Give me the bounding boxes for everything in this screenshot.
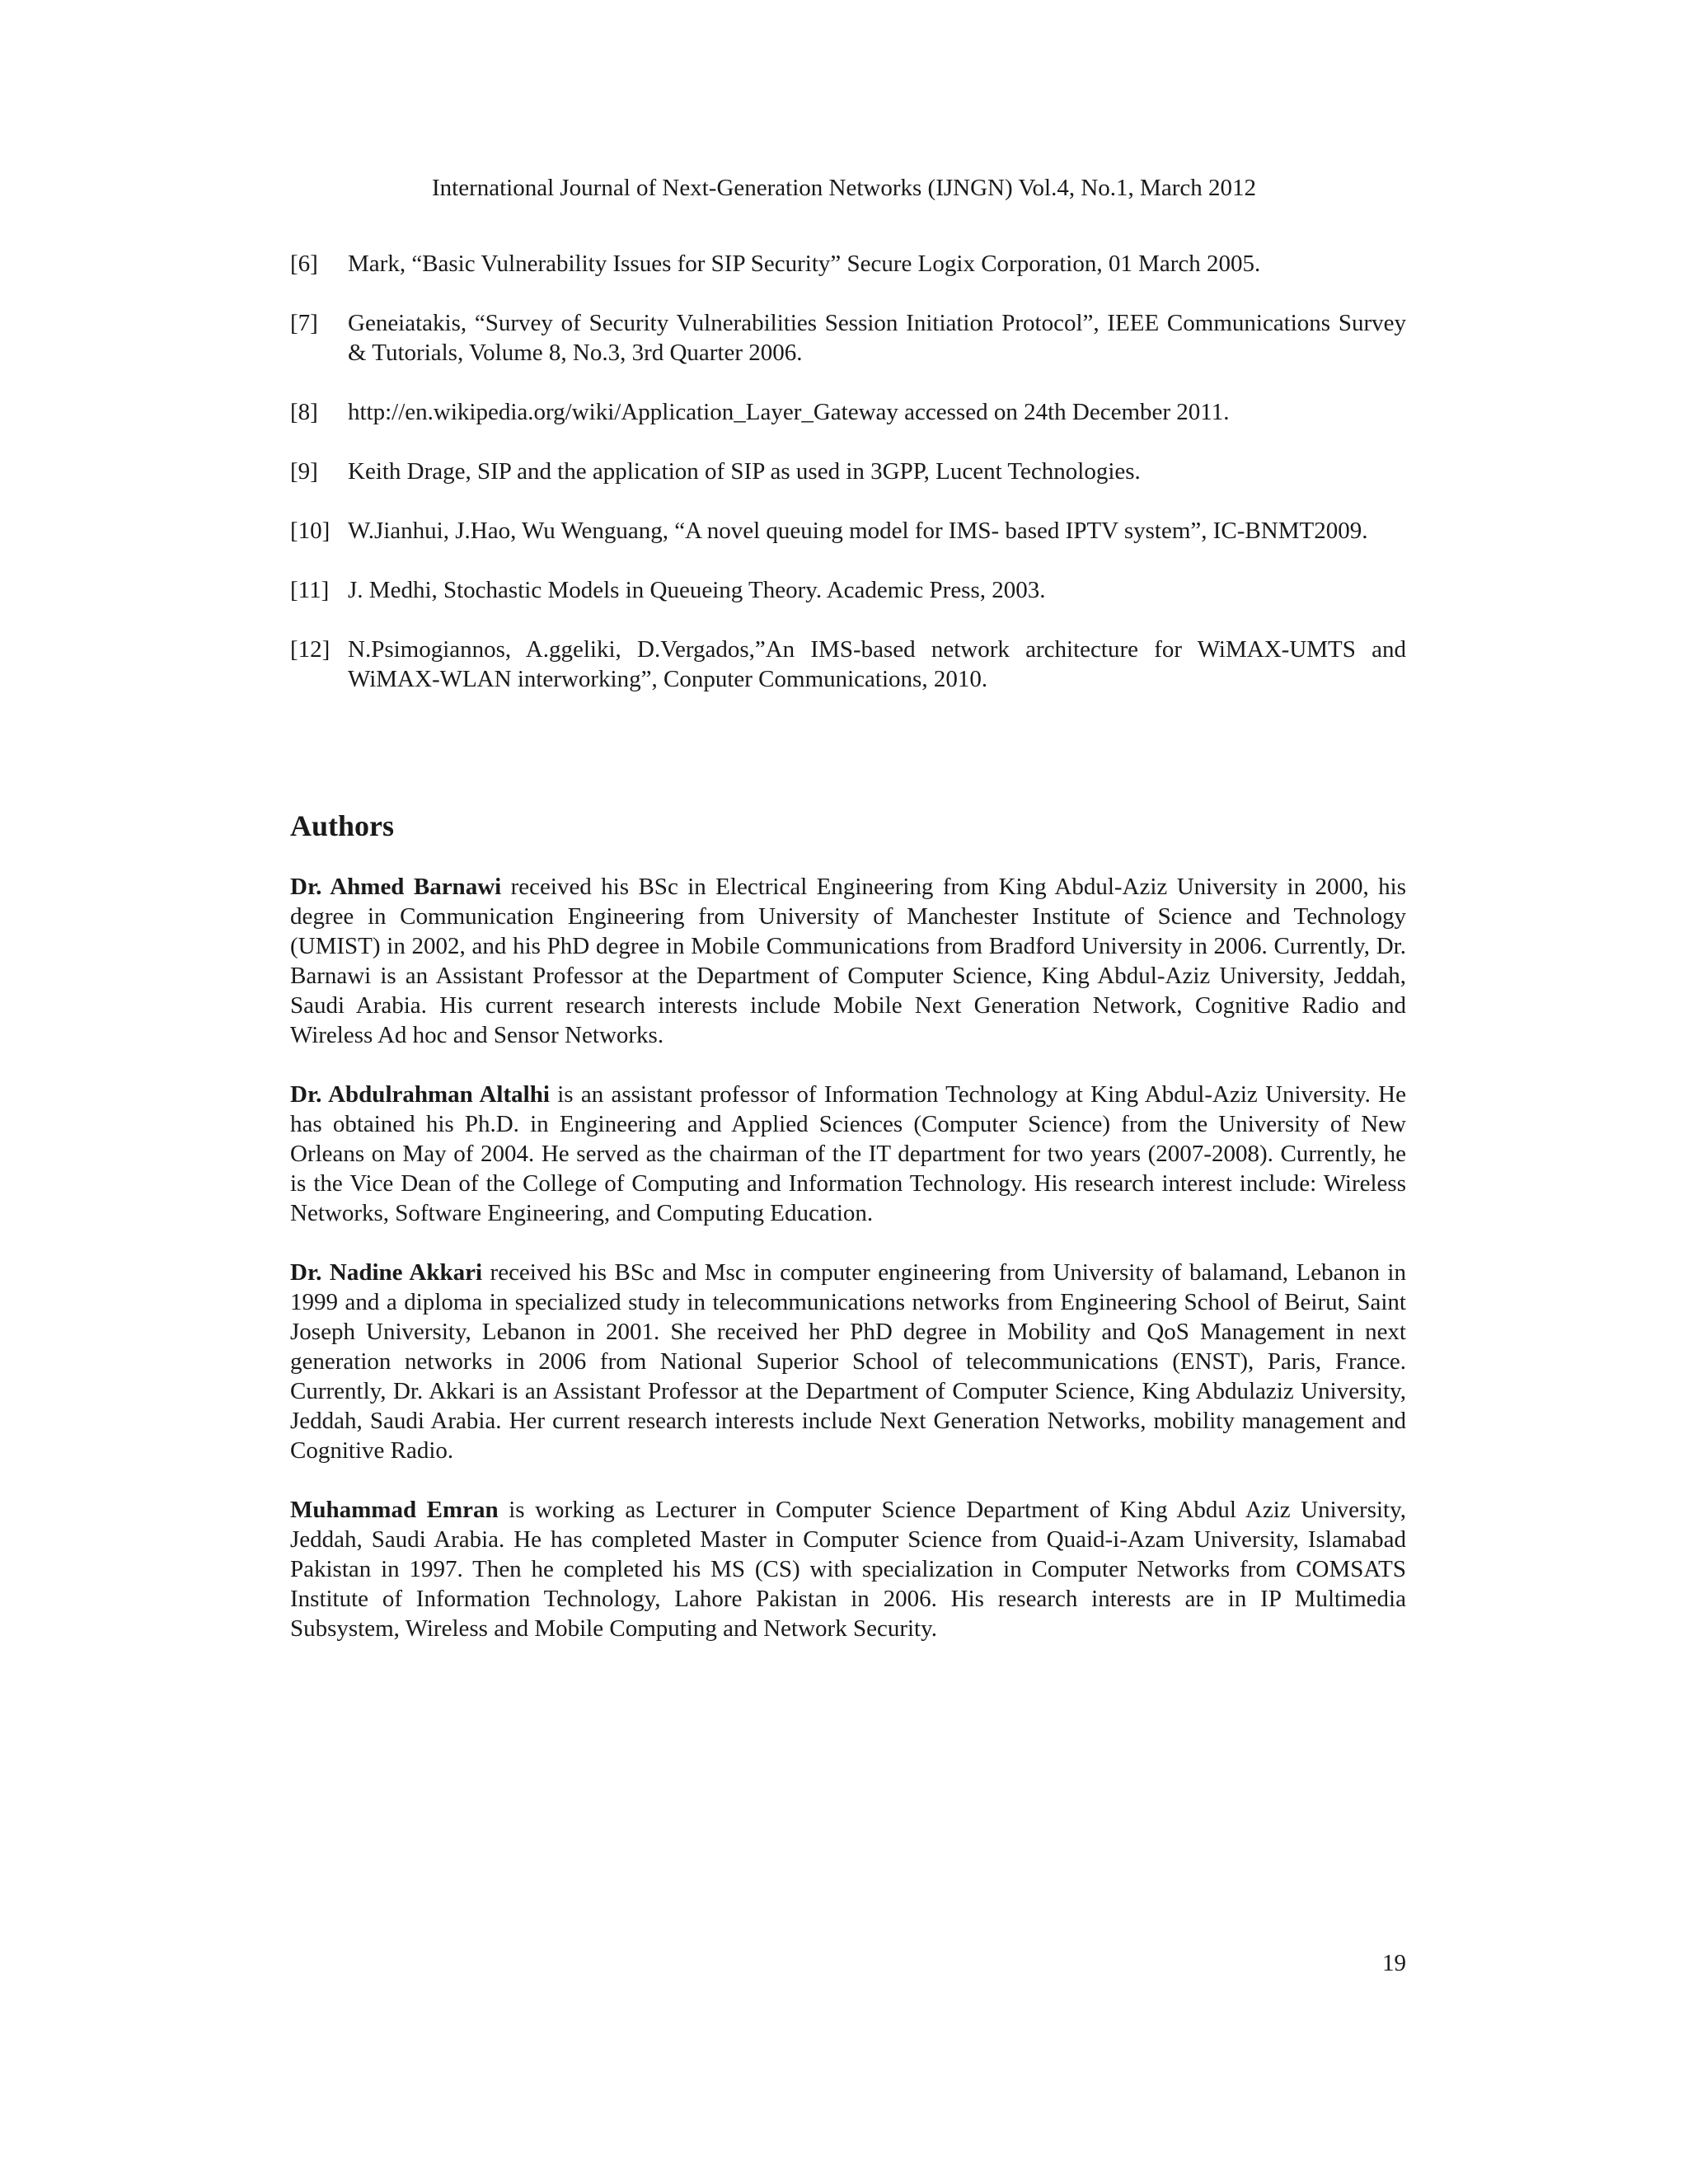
reference-item: [290, 575, 1406, 605]
reference-list: [290, 249, 1406, 724]
reference-text: http://en.wikipedia.org/wiki/Application_Layer_Gateway accessed on 24th December 2011.: [348, 399, 1230, 425]
reference-number: [7]: [290, 310, 318, 336]
reference-number: [8]: [290, 399, 318, 425]
author-name: Muhammad Emran: [290, 1497, 499, 1523]
running-header: International Journal of Next-Generation Networks (IJNGN) Vol.4, No.1, March 2012: [431, 175, 1256, 201]
reference-item: [290, 397, 1406, 427]
reference-item: [290, 308, 1406, 368]
reference-number: [6]: [290, 251, 318, 277]
reference-number: [9]: [290, 458, 318, 485]
author-bio-text: received his BSc in Electrical Engineering from King Abdul-Aziz University in 2000, his degree in Communication Engineering from University of Manchester Institute of Science and Technology (UMIST) in 2002, and his PhD degree in Mobile Communications from Bradford University in 2006. Currently, Dr. Barnawi is an Assistant Professor at the Department of Computer Science, King Abdul-Aziz University, Jeddah, Saudi Arabia. His current research interests include Mobile Next Generation Network, Cognitive Radio and Wireless Ad hoc and Sensor Networks.: [290, 874, 1407, 1048]
reference-text: W.Jianhui, J.Hao, Wu Wenguang, “A novel queuing model for IMS- based IPTV system”, IC-BNMT2009.: [348, 518, 1368, 544]
author-name: Dr. Nadine Akkari: [290, 1259, 483, 1286]
reference-item: [290, 635, 1406, 694]
reference-item: [290, 457, 1406, 486]
reference-text: Keith Drage, SIP and the application of SIP as used in 3GPP, Lucent Technologies.: [348, 458, 1141, 485]
reference-text: Geneiatakis, “Survey of Security Vulnerabilities Session Initiation Protocol”, IEEE Communications Survey & Tutorials, Volume 8, No.3, 3rd Quarter 2006.: [348, 310, 1406, 366]
author-bio: [290, 1495, 1406, 1643]
author-bio-text: received his BSc and Msc in computer engineering from University of balamand, Lebanon in 1999 and a diploma in specialized study in telecommunications networks from Engineering School of Beirut, Saint Joseph University, Lebanon in 2001. She received her PhD degree in Mobility and QoS Management in next generation networks in 2006 from National Superior School of telecommunications (ENST), Paris, France. Currently, Dr. Akkari is an Assistant Professor at the Department of Computer Science, King Abdulaziz University, Jeddah, Saudi Arabia. Her current research interests include Next Generation Networks, mobility management and Cognitive Radio.: [290, 1259, 1406, 1464]
author-bio: [290, 872, 1406, 1050]
reference-number: [11]: [290, 577, 330, 603]
author-bio: [290, 1080, 1406, 1228]
author-bio: [290, 1258, 1406, 1465]
author-bio-text: is working as Lecturer in Computer Science Department of King Abdul Aziz University, Jeddah, Saudi Arabia. He has completed Master in Computer Science from Quaid-i-Azam University, Islamabad Pakistan in 1997. Then he completed his MS (CS) with specialization in Computer Networks from COMSATS Institute of Information Technology, Lahore Pakistan in 2006. His research interests are in IP Multimedia Subsystem, Wireless and Mobile Computing and Network Security.: [290, 1497, 1406, 1642]
author-bio-text: is an assistant professor of Information Technology at King Abdul-Aziz University. He has obtained his Ph.D. in Engineering and Applied Sciences (Computer Science) from the University of New Orleans on May of 2004. He served as the chairman of the IT department for two years (2007-2008). Currently, he is the Vice Dean of the College of Computing and Information Technology. His research interest include: Wireless Networks, Software Engineering, and Computing Education.: [290, 1081, 1406, 1226]
author-name: Dr. Abdulrahman Altalhi: [290, 1081, 550, 1108]
author-bios: [290, 872, 1406, 1673]
reference-item: [290, 249, 1406, 279]
reference-number: [12]: [290, 636, 331, 663]
reference-text: Mark, “Basic Vulnerability Issues for SIP Security” Secure Logix Corporation, 01 March 2005.: [348, 251, 1261, 277]
reference-number: [10]: [290, 518, 331, 544]
authors-heading: Authors: [290, 809, 395, 842]
reference-item: [290, 516, 1406, 546]
page-number: 19: [1382, 1950, 1406, 1976]
reference-text: J. Medhi, Stochastic Models in Queueing Theory. Academic Press, 2003.: [348, 577, 1046, 603]
reference-text: N.Psimogiannos, A.ggeliki, D.Vergados,”An IMS-based network architecture for WiMAX-UMTS and WiMAX-WLAN interworking”, Conputer Communications, 2010.: [348, 636, 1406, 692]
author-name: Dr. Ahmed Barnawi: [290, 874, 502, 900]
